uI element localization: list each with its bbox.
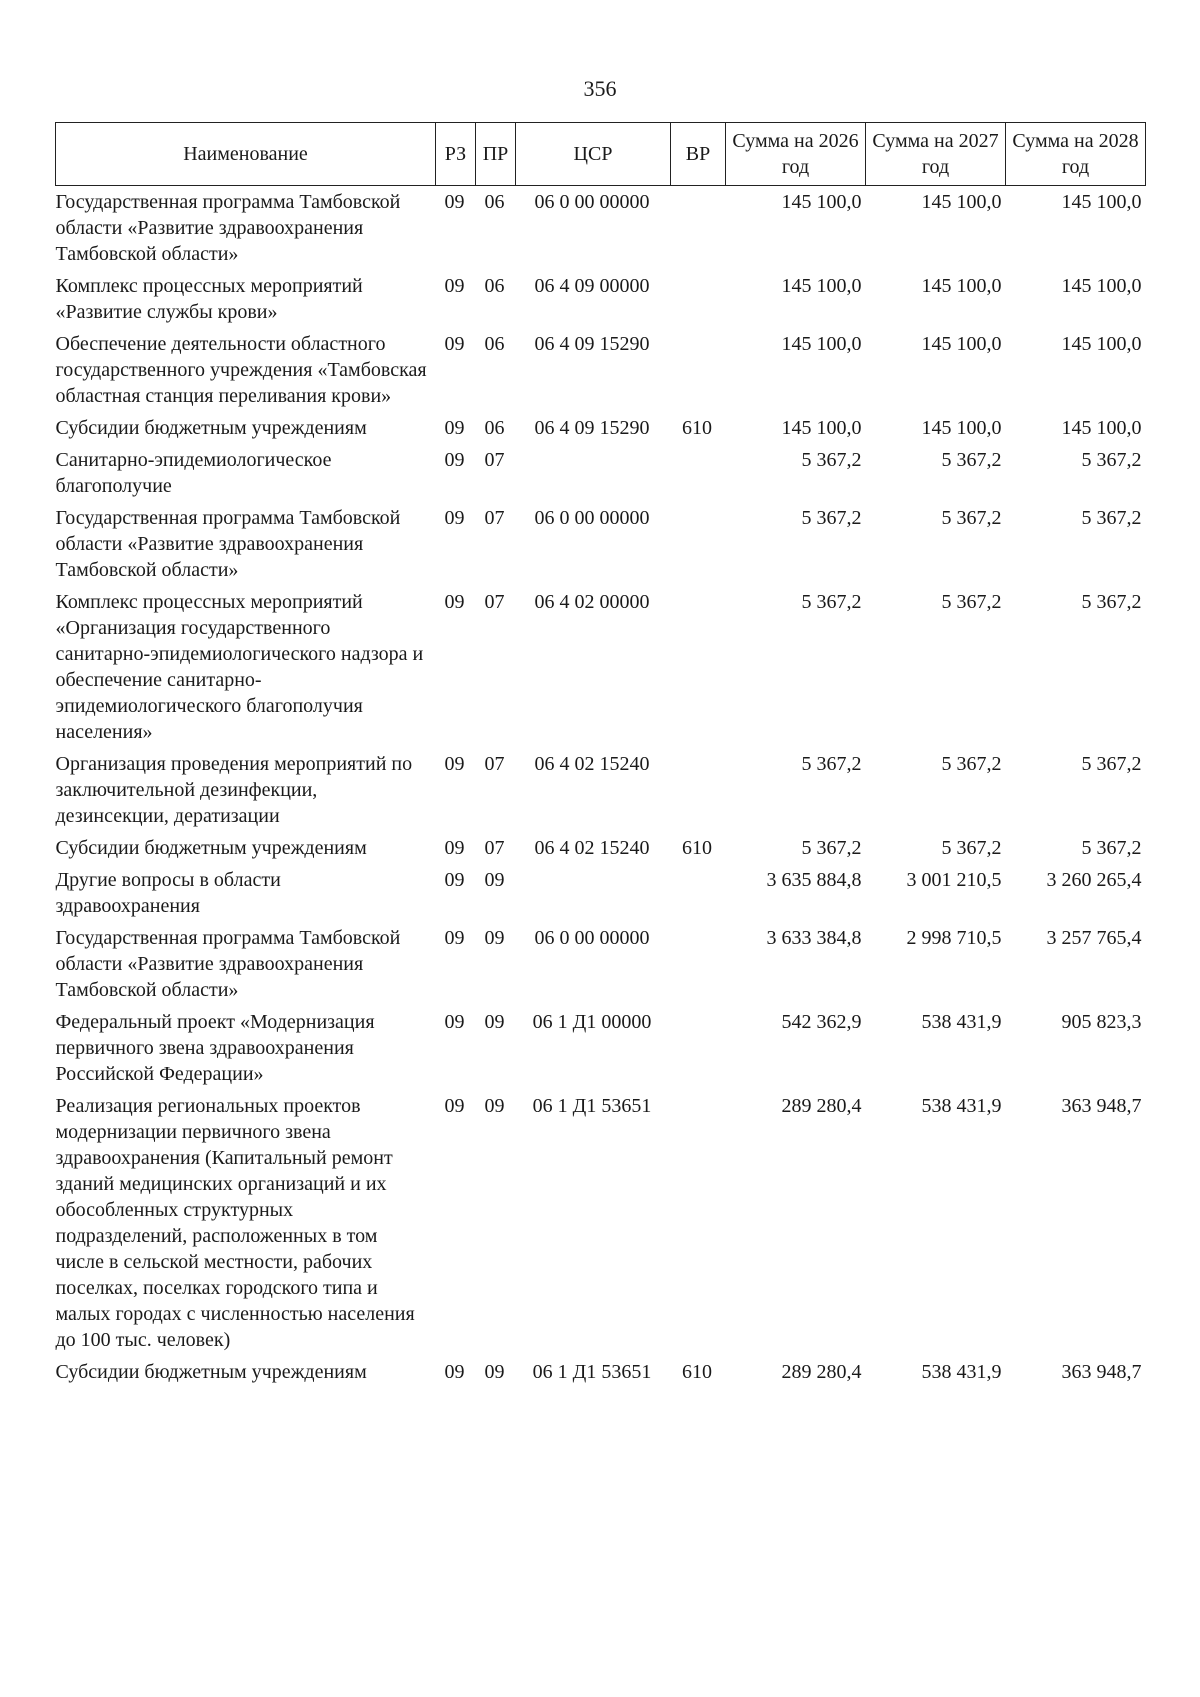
table-row	[56, 328, 1146, 412]
cell-sum-2026: 5 367,2	[801, 591, 862, 613]
cell-vr	[671, 922, 726, 1006]
cell-csr: 06 4 09 15290	[534, 417, 650, 439]
page-number: 356	[583, 76, 617, 101]
cell-vr	[671, 328, 726, 412]
cell-pr: 06	[484, 275, 505, 297]
header-sum-2028: Сумма на 2028 год	[1006, 123, 1146, 186]
table-body	[56, 186, 1146, 1389]
cell-vr	[671, 1006, 726, 1090]
cell-sum-2027: 5 367,2	[941, 837, 1002, 859]
cell-csr: 06 0 00 00000	[534, 191, 650, 213]
cell-sum-2028: 145 100,0	[1061, 191, 1142, 213]
cell-pr: 07	[484, 837, 505, 859]
cell-name: Государственная программа Тамбовской области «Развитие здравоохранения Тамбовской области»	[55, 927, 401, 1001]
cell-pr: 09	[484, 1095, 505, 1117]
cell-sum-2028: 905 823,3	[1061, 1011, 1142, 1033]
cell-name: Обеспечение деятельности областного государственного учреждения «Тамбовская областная станция переливания крови»	[55, 333, 427, 407]
cell-sum-2028: 3 260 265,4	[1046, 869, 1142, 891]
cell-csr: 06 1 Д1 53651	[532, 1361, 652, 1383]
cell-rz: 09	[444, 507, 465, 529]
cell-csr: 06 1 Д1 00000	[532, 1011, 652, 1033]
cell-pr: 09	[484, 927, 505, 949]
cell-sum-2028: 145 100,0	[1061, 275, 1142, 297]
budget-table	[55, 122, 1146, 1388]
cell-sum-2027: 145 100,0	[921, 333, 1002, 355]
cell-sum-2028: 5 367,2	[1081, 591, 1142, 613]
cell-name: Комплекс процессных мероприятий «Организация государственного санитарно-эпидемиологического надзора и обеспечение санитарно-эпидемиологического благополучия населения»	[55, 591, 424, 743]
cell-pr: 06	[484, 191, 505, 213]
cell-sum-2028: 145 100,0	[1061, 417, 1142, 439]
cell-csr: 06 4 02 15240	[534, 753, 650, 775]
cell-sum-2026: 5 367,2	[801, 837, 862, 859]
cell-rz: 09	[444, 1095, 465, 1117]
cell-sum-2027: 3 001 210,5	[906, 869, 1002, 891]
cell-name: Другие вопросы в области здравоохранения	[55, 869, 281, 917]
cell-vr	[671, 586, 726, 748]
cell-sum-2027: 5 367,2	[941, 753, 1002, 775]
cell-name: Организация проведения мероприятий по заключительной дезинфекции, дезинсекции, дератизации	[55, 753, 413, 827]
table-row	[56, 1090, 1146, 1356]
cell-csr: 06 1 Д1 53651	[532, 1095, 652, 1117]
cell-rz: 09	[444, 927, 465, 949]
cell-name: Государственная программа Тамбовской области «Развитие здравоохранения Тамбовской области»	[55, 507, 401, 581]
cell-vr	[671, 502, 726, 586]
cell-sum-2027: 145 100,0	[921, 417, 1002, 439]
table-row	[56, 502, 1146, 586]
cell-vr: 610	[682, 837, 712, 859]
cell-sum-2028: 5 367,2	[1081, 837, 1142, 859]
cell-sum-2027: 5 367,2	[941, 507, 1002, 529]
table-row	[56, 748, 1146, 832]
cell-rz: 09	[444, 449, 465, 471]
cell-sum-2028: 363 948,7	[1061, 1095, 1142, 1117]
cell-rz: 09	[444, 191, 465, 213]
cell-sum-2027: 538 431,9	[921, 1011, 1002, 1033]
cell-vr	[671, 270, 726, 328]
cell-vr: 610	[682, 417, 712, 439]
cell-csr: 06 4 02 15240	[534, 837, 650, 859]
table-row	[56, 444, 1146, 502]
table-row	[56, 586, 1146, 748]
cell-pr: 06	[484, 417, 505, 439]
cell-pr: 09	[484, 869, 505, 891]
cell-csr	[516, 864, 671, 922]
header-vr: ВР	[671, 123, 726, 186]
cell-sum-2026: 5 367,2	[801, 507, 862, 529]
cell-rz: 09	[444, 1011, 465, 1033]
cell-pr: 07	[484, 449, 505, 471]
cell-name: Государственная программа Тамбовской области «Развитие здравоохранения Тамбовской области»	[55, 191, 401, 265]
cell-sum-2026: 289 280,4	[781, 1361, 862, 1383]
cell-rz: 09	[444, 837, 465, 859]
header-sum-2026: Сумма на 2026 год	[726, 123, 866, 186]
cell-sum-2026: 5 367,2	[801, 753, 862, 775]
cell-pr: 07	[484, 591, 505, 613]
header-name: Наименование	[56, 123, 436, 186]
cell-name: Комплекс процессных мероприятий «Развитие службы крови»	[55, 275, 363, 323]
cell-sum-2026: 145 100,0	[781, 417, 862, 439]
cell-pr: 06	[484, 333, 505, 355]
cell-vr	[671, 444, 726, 502]
cell-rz: 09	[444, 753, 465, 775]
table-row	[56, 1006, 1146, 1090]
cell-name: Субсидии бюджетным учреждениям	[55, 1361, 367, 1383]
cell-name: Субсидии бюджетным учреждениям	[55, 417, 367, 439]
cell-rz: 09	[444, 591, 465, 613]
cell-csr: 06 4 09 15290	[534, 333, 650, 355]
cell-sum-2027: 5 367,2	[941, 591, 1002, 613]
cell-vr	[671, 186, 726, 271]
cell-sum-2027: 538 431,9	[921, 1361, 1002, 1383]
cell-sum-2027: 538 431,9	[921, 1095, 1002, 1117]
cell-csr: 06 4 02 00000	[534, 591, 650, 613]
table-row	[56, 832, 1146, 864]
cell-pr: 07	[484, 753, 505, 775]
cell-rz: 09	[444, 417, 465, 439]
cell-name: Федеральный проект «Модернизация первичного звена здравоохранения Российской Федерации»	[55, 1011, 375, 1085]
cell-sum-2027: 145 100,0	[921, 191, 1002, 213]
cell-csr	[516, 444, 671, 502]
cell-sum-2026: 3 635 884,8	[766, 869, 862, 891]
cell-rz: 09	[444, 1361, 465, 1383]
cell-sum-2026: 3 633 384,8	[766, 927, 862, 949]
cell-vr	[671, 864, 726, 922]
table-header	[56, 123, 1146, 186]
header-csr: ЦСР	[516, 123, 671, 186]
header-sum-2027: Сумма на 2027 год	[866, 123, 1006, 186]
table-row	[56, 864, 1146, 922]
cell-csr: 06 0 00 00000	[534, 927, 650, 949]
cell-sum-2028: 5 367,2	[1081, 507, 1142, 529]
table-row	[56, 412, 1146, 444]
table-row	[56, 922, 1146, 1006]
table-row	[56, 186, 1146, 271]
cell-csr: 06 4 09 00000	[534, 275, 650, 297]
cell-name: Субсидии бюджетным учреждениям	[55, 837, 367, 859]
cell-sum-2028: 5 367,2	[1081, 449, 1142, 471]
table-row	[56, 1356, 1146, 1388]
cell-sum-2028: 3 257 765,4	[1046, 927, 1142, 949]
cell-rz: 09	[444, 275, 465, 297]
cell-sum-2026: 145 100,0	[781, 191, 862, 213]
cell-rz: 09	[444, 869, 465, 891]
cell-pr: 09	[484, 1011, 505, 1033]
cell-sum-2027: 145 100,0	[921, 275, 1002, 297]
cell-name: Реализация региональных проектов модернизации первичного звена здравоохранения (Капитальный ремонт зданий медицинских организаций и их обособленных структурных подразделений, расположенных в том числе в сельской местности, рабочих поселках, поселках городского типа и малых городах с численностью населения до 100 тыс. человек)	[55, 1095, 415, 1351]
cell-rz: 09	[444, 333, 465, 355]
cell-vr	[671, 748, 726, 832]
cell-sum-2027: 2 998 710,5	[906, 927, 1002, 949]
cell-sum-2026: 145 100,0	[781, 275, 862, 297]
cell-sum-2026: 289 280,4	[781, 1095, 862, 1117]
cell-vr: 610	[682, 1361, 712, 1383]
cell-sum-2026: 145 100,0	[781, 333, 862, 355]
cell-name: Санитарно-эпидемиологическое благополучие	[55, 449, 332, 497]
cell-sum-2028: 363 948,7	[1061, 1361, 1142, 1383]
cell-pr: 07	[484, 507, 505, 529]
header-pr: ПР	[476, 123, 516, 186]
cell-sum-2026: 5 367,2	[801, 449, 862, 471]
cell-sum-2027: 5 367,2	[941, 449, 1002, 471]
header-rz: РЗ	[436, 123, 476, 186]
cell-csr: 06 0 00 00000	[534, 507, 650, 529]
table-row	[56, 270, 1146, 328]
cell-pr: 09	[484, 1361, 505, 1383]
cell-sum-2028: 145 100,0	[1061, 333, 1142, 355]
cell-sum-2028: 5 367,2	[1081, 753, 1142, 775]
cell-sum-2026: 542 362,9	[781, 1011, 862, 1033]
cell-vr	[671, 1090, 726, 1356]
